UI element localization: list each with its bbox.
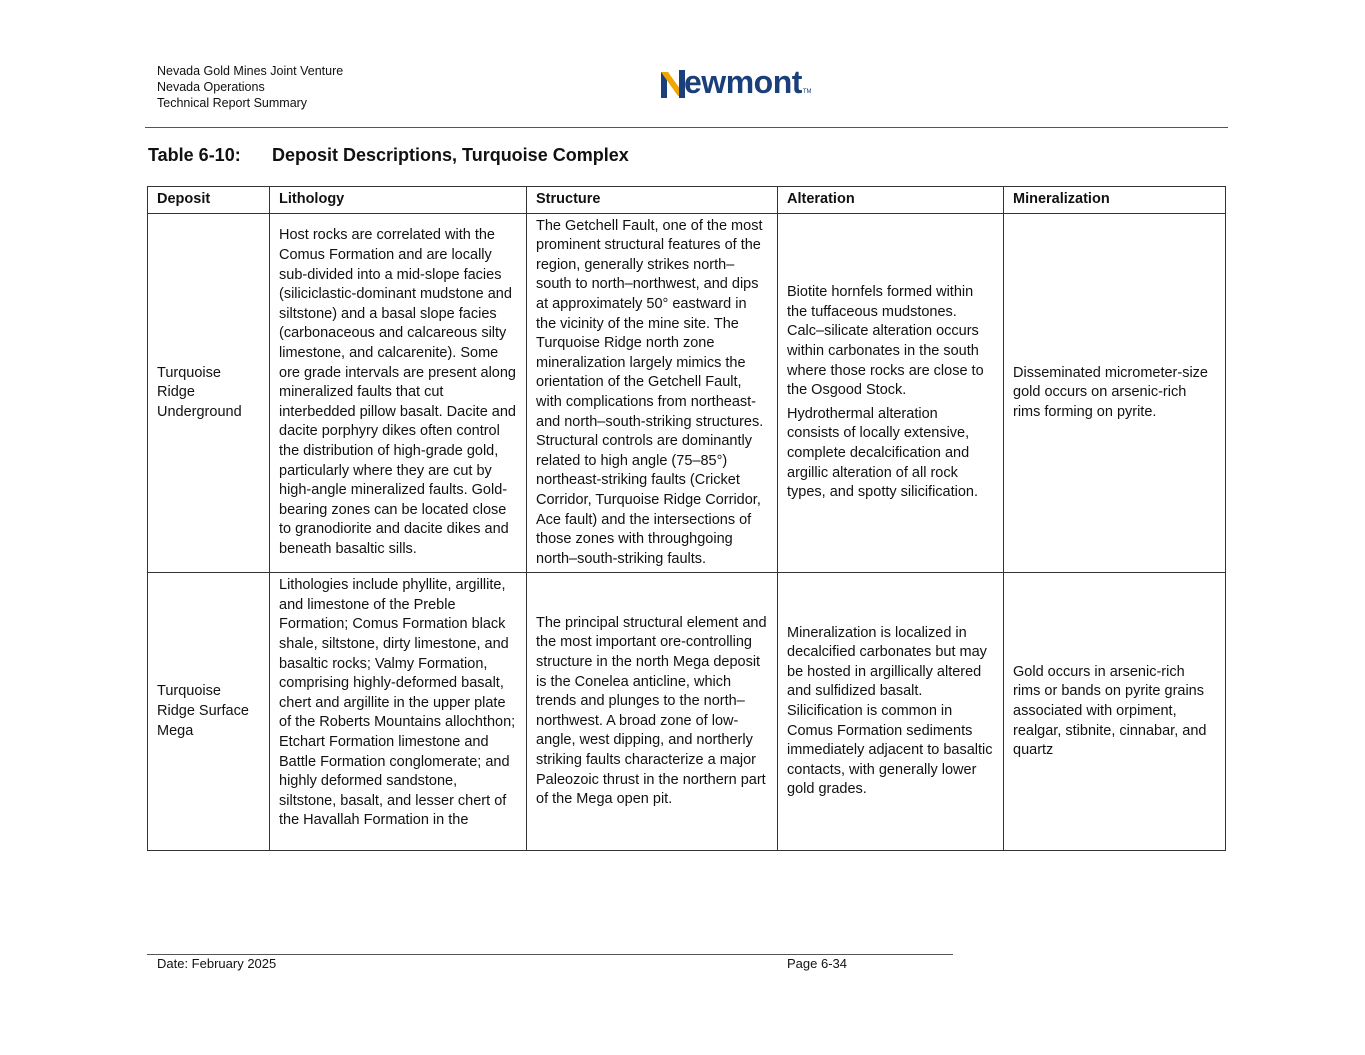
footer-page-number: Page 6-34	[787, 956, 847, 971]
table-header-row	[148, 187, 1226, 214]
logo-trademark: TM	[802, 89, 812, 95]
header-line-operations: Nevada Operations	[157, 80, 265, 94]
column-header-mineralization: Mineralization	[1004, 187, 1226, 214]
cell-alteration	[778, 573, 1004, 851]
alteration-paragraph: Mineralization is localized in decalcified carbonates but may be hosted in argillically altered and sulfidized basalt. Silicification is common in Comus Formation sediments immediately adjacent to basaltic contacts, with generally lower gold grades.	[787, 624, 993, 798]
cell-lithology: Host rocks are correlated with the Comus Formation and are locally sub-divided into a mid-slope facies (siliciclastic-dominant mudstone and siltstone) and a basal slope facies (carbonaceous and calcareous silty limestone, and calcarenite). Some ore grade intervals are present along mineralized faults that cut interbedded pillow basalt. Dacite and dacite porphyry dikes often control the distribution of high-grade gold, particularly where they are cut by high-angle mineralized faults. Gold-bearing zones can be located close to granodiorite and dacite dikes and beneath basaltic sills.	[270, 213, 527, 573]
table-row	[148, 573, 1226, 851]
column-header-alteration: Alteration	[778, 187, 1004, 214]
logo-wordmark	[684, 66, 802, 98]
table-number: Table 6-10:	[148, 145, 241, 165]
table-row	[148, 213, 1226, 573]
cell-deposit: Turquoise Ridge Surface Mega	[148, 573, 270, 851]
deposit-descriptions-table	[147, 186, 1226, 851]
newmont-logo	[661, 66, 812, 98]
cell-deposit: Turquoise Ridge Underground	[148, 213, 270, 573]
footer-date: Date: February 2025	[157, 956, 277, 971]
alteration-paragraph: Hydrothermal alteration consists of locally extensive, complete decalcification and argillic alteration of all rock types, and spotty silicification.	[787, 405, 979, 501]
logo-wordmark-rest: ewmont	[684, 64, 802, 100]
column-header-structure: Structure	[527, 187, 778, 214]
cell-structure: The Getchell Fault, one of the most prominent structural features of the region, generally strikes north–south to north–northwest, and dips at approximately 50° eastward in the vicinity of the mine site. The Turquoise Ridge north zone mineralization largely mimics the orientation of the Getchell Fault, with complications from northeast- and north–south-striking structures. Structural controls are dominantly related to high angle (75–85°) northeast-striking faults (Cricket Corridor, Turquoise Ridge Corridor, Ace fault) and the intersections of those zones with throughgoing north–south-striking faults.	[527, 213, 778, 573]
table-caption	[148, 145, 629, 166]
cell-mineralization: Disseminated micrometer-size gold occurs on arsenic-rich rims forming on pyrite.	[1004, 213, 1226, 573]
report-header	[157, 63, 343, 111]
column-header-deposit: Deposit	[148, 187, 270, 214]
newmont-n-mark-icon	[661, 70, 685, 98]
header-divider	[145, 127, 1228, 128]
cell-alteration	[778, 213, 1004, 573]
footer-divider	[147, 954, 953, 955]
table-title: Deposit Descriptions, Turquoise Complex	[272, 145, 629, 165]
column-header-lithology: Lithology	[270, 187, 527, 214]
lithology-text: Lithologies include phyllite, argillite, and limestone of the Preble Formation; Comus Formation black shale, siltstone, dirty limestone, and basaltic rocks; Valmy Formation, comprising highly-deformed basalt, chert and argillite in the upper plate of the Roberts Mountains allochthon; Etchart Formation limestone and Battle Formation conglomerate; and highly deformed sandstone, siltstone, basalt, and lesser chert of the Havallah Formation in the	[279, 577, 516, 829]
cell-mineralization: Gold occurs in arsenic-rich rims or bands on pyrite grains associated with orpiment, realgar, stibnite, cinnabar, and quartz	[1004, 573, 1226, 851]
alteration-paragraph: Biotite hornfels formed within the tuffaceous mudstones. Calc–silicate alteration occurs within carbonates in the south where those rocks are close to the Osgood Stock.	[787, 284, 984, 399]
header-line-report: Technical Report Summary	[157, 96, 308, 110]
header-line-company: Nevada Gold Mines Joint Venture	[157, 64, 344, 78]
cell-lithology	[270, 573, 527, 851]
cell-structure: The principal structural element and the most important ore-controlling structure in the north Mega deposit is the Conelea anticline, which trends and plunges to the north–northwest. A broad zone of low-angle, west dipping, and northerly striking faults characterize a major Paleozoic thrust in the northern part of the Mega open pit.	[527, 573, 778, 851]
